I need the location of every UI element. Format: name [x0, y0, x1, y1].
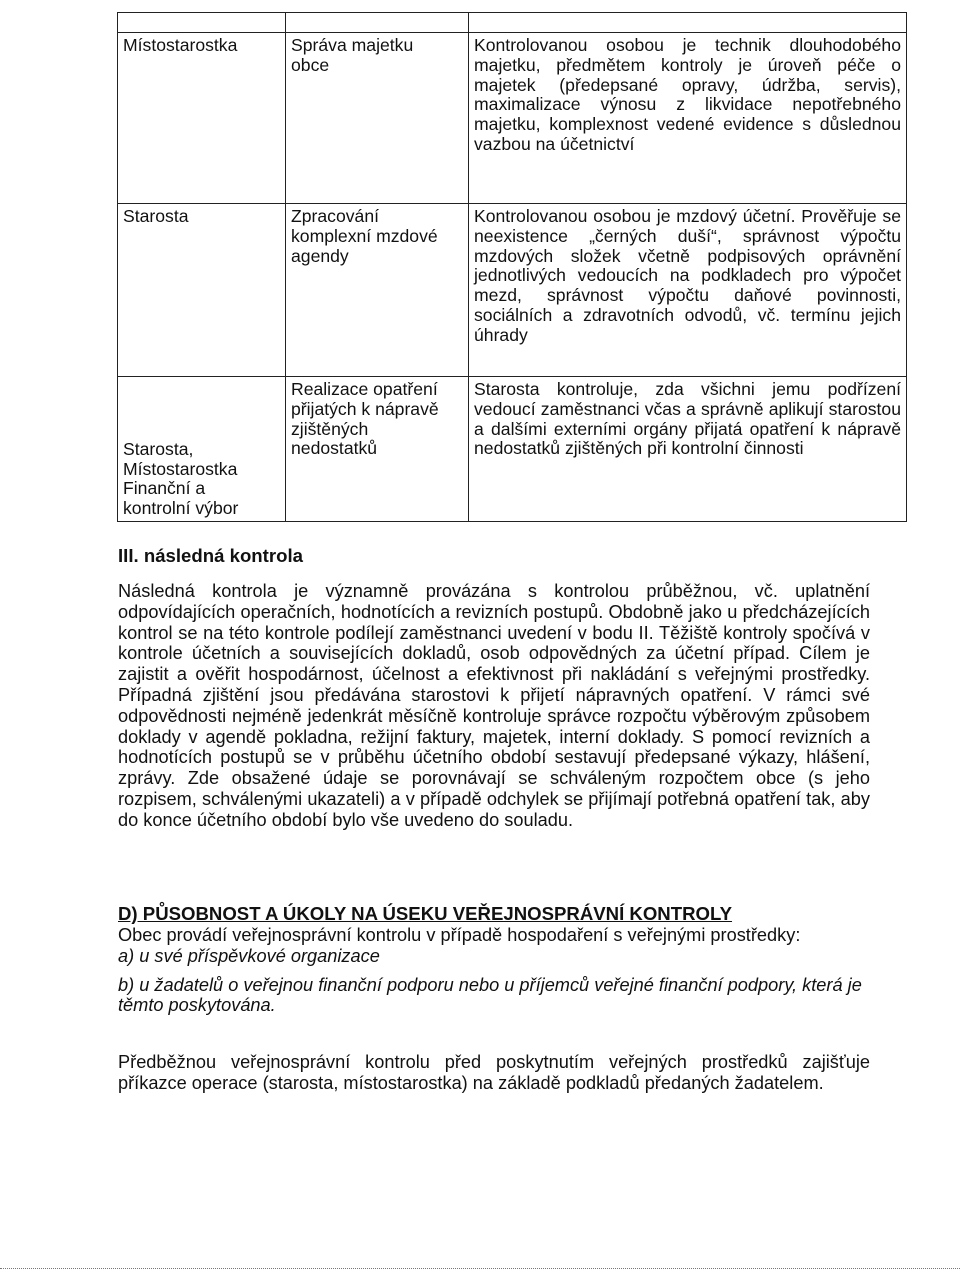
- section-paragraph: Předběžnou veřejnosprávní kontrolu před poskytnutím veřejných prostředků zajišťuje příkazce operace (starosta, místostarostka) na základě podkladů předaných žadatelem.: [118, 1052, 870, 1093]
- area-text: komplexní mzdové: [291, 225, 438, 246]
- section-intro: Obec provádí veřejnosprávní kontrolu v případě hospodaření s veřejnými prostředky:: [118, 925, 801, 945]
- area-text: Realizace opatření: [291, 379, 438, 399]
- section-heading: D) PŮSOBNOST A ÚKOLY NA ÚSEKU VEŘEJNOSPRÁVNÍ KONTROLY: [118, 903, 733, 924]
- control-table: [117, 12, 907, 522]
- table-header-cell: [286, 13, 469, 33]
- responsible-text: Finanční a: [123, 478, 206, 499]
- section-paragraph: Následná kontrola je významně provázána s kontrolou průběžnou, vč. uplatnění odpovídajících operačních, hodnotících a revizních postupů. Obdobně jako u předcházejících kontrol se na této kontrole podílejí zaměstnanci uvedení v bodu II. Těžiště kontroly spočívá v kontrole účetních a souvisejících dokladů, osob odpovědných za účetní případ. Cílem je zajistit a ověřit hospodárnost, účelnost a efektivnost při nakládání s veřejnými prostředky. Případná zjištění jsou předávána starostovi k přijetí nápravných opatření. V rámci své odpovědnosti nejméně jedenkrát měsíčně kontroluje správce rozpočtu výběrovým způsobem doklady v agendě pokladna, režijní faktury, majetek, interní doklady. S pomocí revizních a hodnotících postupů se v průběhu účetního období sestavují předepsané výkazy, hlášení, zprávy. Zde obsažené údaje se porovnávají se schváleným rozpočtem obce (s jeho rozpisem, schválenými ukazateli) a v případě odchylek se přijímají potřebná opatření tak, aby do konce účetního období bylo vše uvedeno do souladu.: [118, 581, 870, 830]
- section-followup-control: [118, 545, 870, 831]
- area-text: zjištěných: [291, 418, 369, 439]
- responsible-text: Místostarostka: [123, 35, 238, 55]
- area-text: Správa majetku: [291, 35, 414, 55]
- list-item-b: b) u žadatelů o veřejnou finanční podporu nebo u příjemců veřejné finanční podpory, která je těmto poskytována.: [118, 974, 862, 1016]
- table-header-cell: [118, 13, 286, 33]
- table-cell-description: Kontrolovanou osobou je technik dlouhodobého majetku, předmětem kontroly je úroveň péče o majetek (předepsané opravy, údržba, servis), maximalizace výnosu z likvidace nepotřebného majetku, komplexnost vedené evidence s důslednou vazbou na účetnictví: [469, 33, 907, 204]
- area-text: přijatých k nápravě: [291, 398, 439, 419]
- table-cell-area: [286, 377, 469, 522]
- responsible-text: kontrolní výbor: [123, 498, 239, 519]
- section-public-control: [118, 903, 870, 1094]
- table-cell-responsible: [118, 204, 286, 377]
- list-item-a: a) u své příspěvkové organizace: [118, 945, 380, 966]
- table-cell-description: Kontrolovanou osobou je mzdový účetní. Prověřuje se neexistence „černých duší“, správnost výpočtu mzdových složek včetně podpisových oprávnění jednotlivých vedoucích na podkladech pro výpočet mezd, správnost výpočtu daňové povinnosti, sociálních a zdravotních odvodů, vč. termínu jejich úhrady: [469, 204, 907, 377]
- footer-divider: [0, 1268, 960, 1269]
- area-text: obce: [291, 54, 330, 75]
- table-row: [118, 204, 907, 377]
- table-cell-description: Starosta kontroluje, zda všichni jemu podřízení vedoucí zaměstnanci včas a správně aplikují starostou a dalšími externími orgány přijatá opatření k nápravě nedostatků zjištěných při kontrolní činnosti: [469, 377, 907, 522]
- table-row: [118, 33, 907, 204]
- table-row: [118, 377, 907, 522]
- responsible-text: Starosta,: [123, 438, 194, 459]
- area-text: Zpracování: [291, 206, 380, 226]
- area-text: nedostatků: [291, 438, 378, 459]
- table-header-row: [118, 13, 907, 33]
- section-heading: III. následná kontrola: [118, 545, 303, 566]
- table-cell-area: [286, 33, 469, 204]
- table-cell-responsible: [118, 33, 286, 204]
- responsible-text: Místostarostka: [123, 458, 238, 479]
- table-header-cell: [469, 13, 907, 33]
- responsible-text: Starosta: [123, 206, 189, 226]
- area-text: agendy: [291, 245, 349, 266]
- table-cell-area: [286, 204, 469, 377]
- table-cell-responsible: [118, 377, 286, 522]
